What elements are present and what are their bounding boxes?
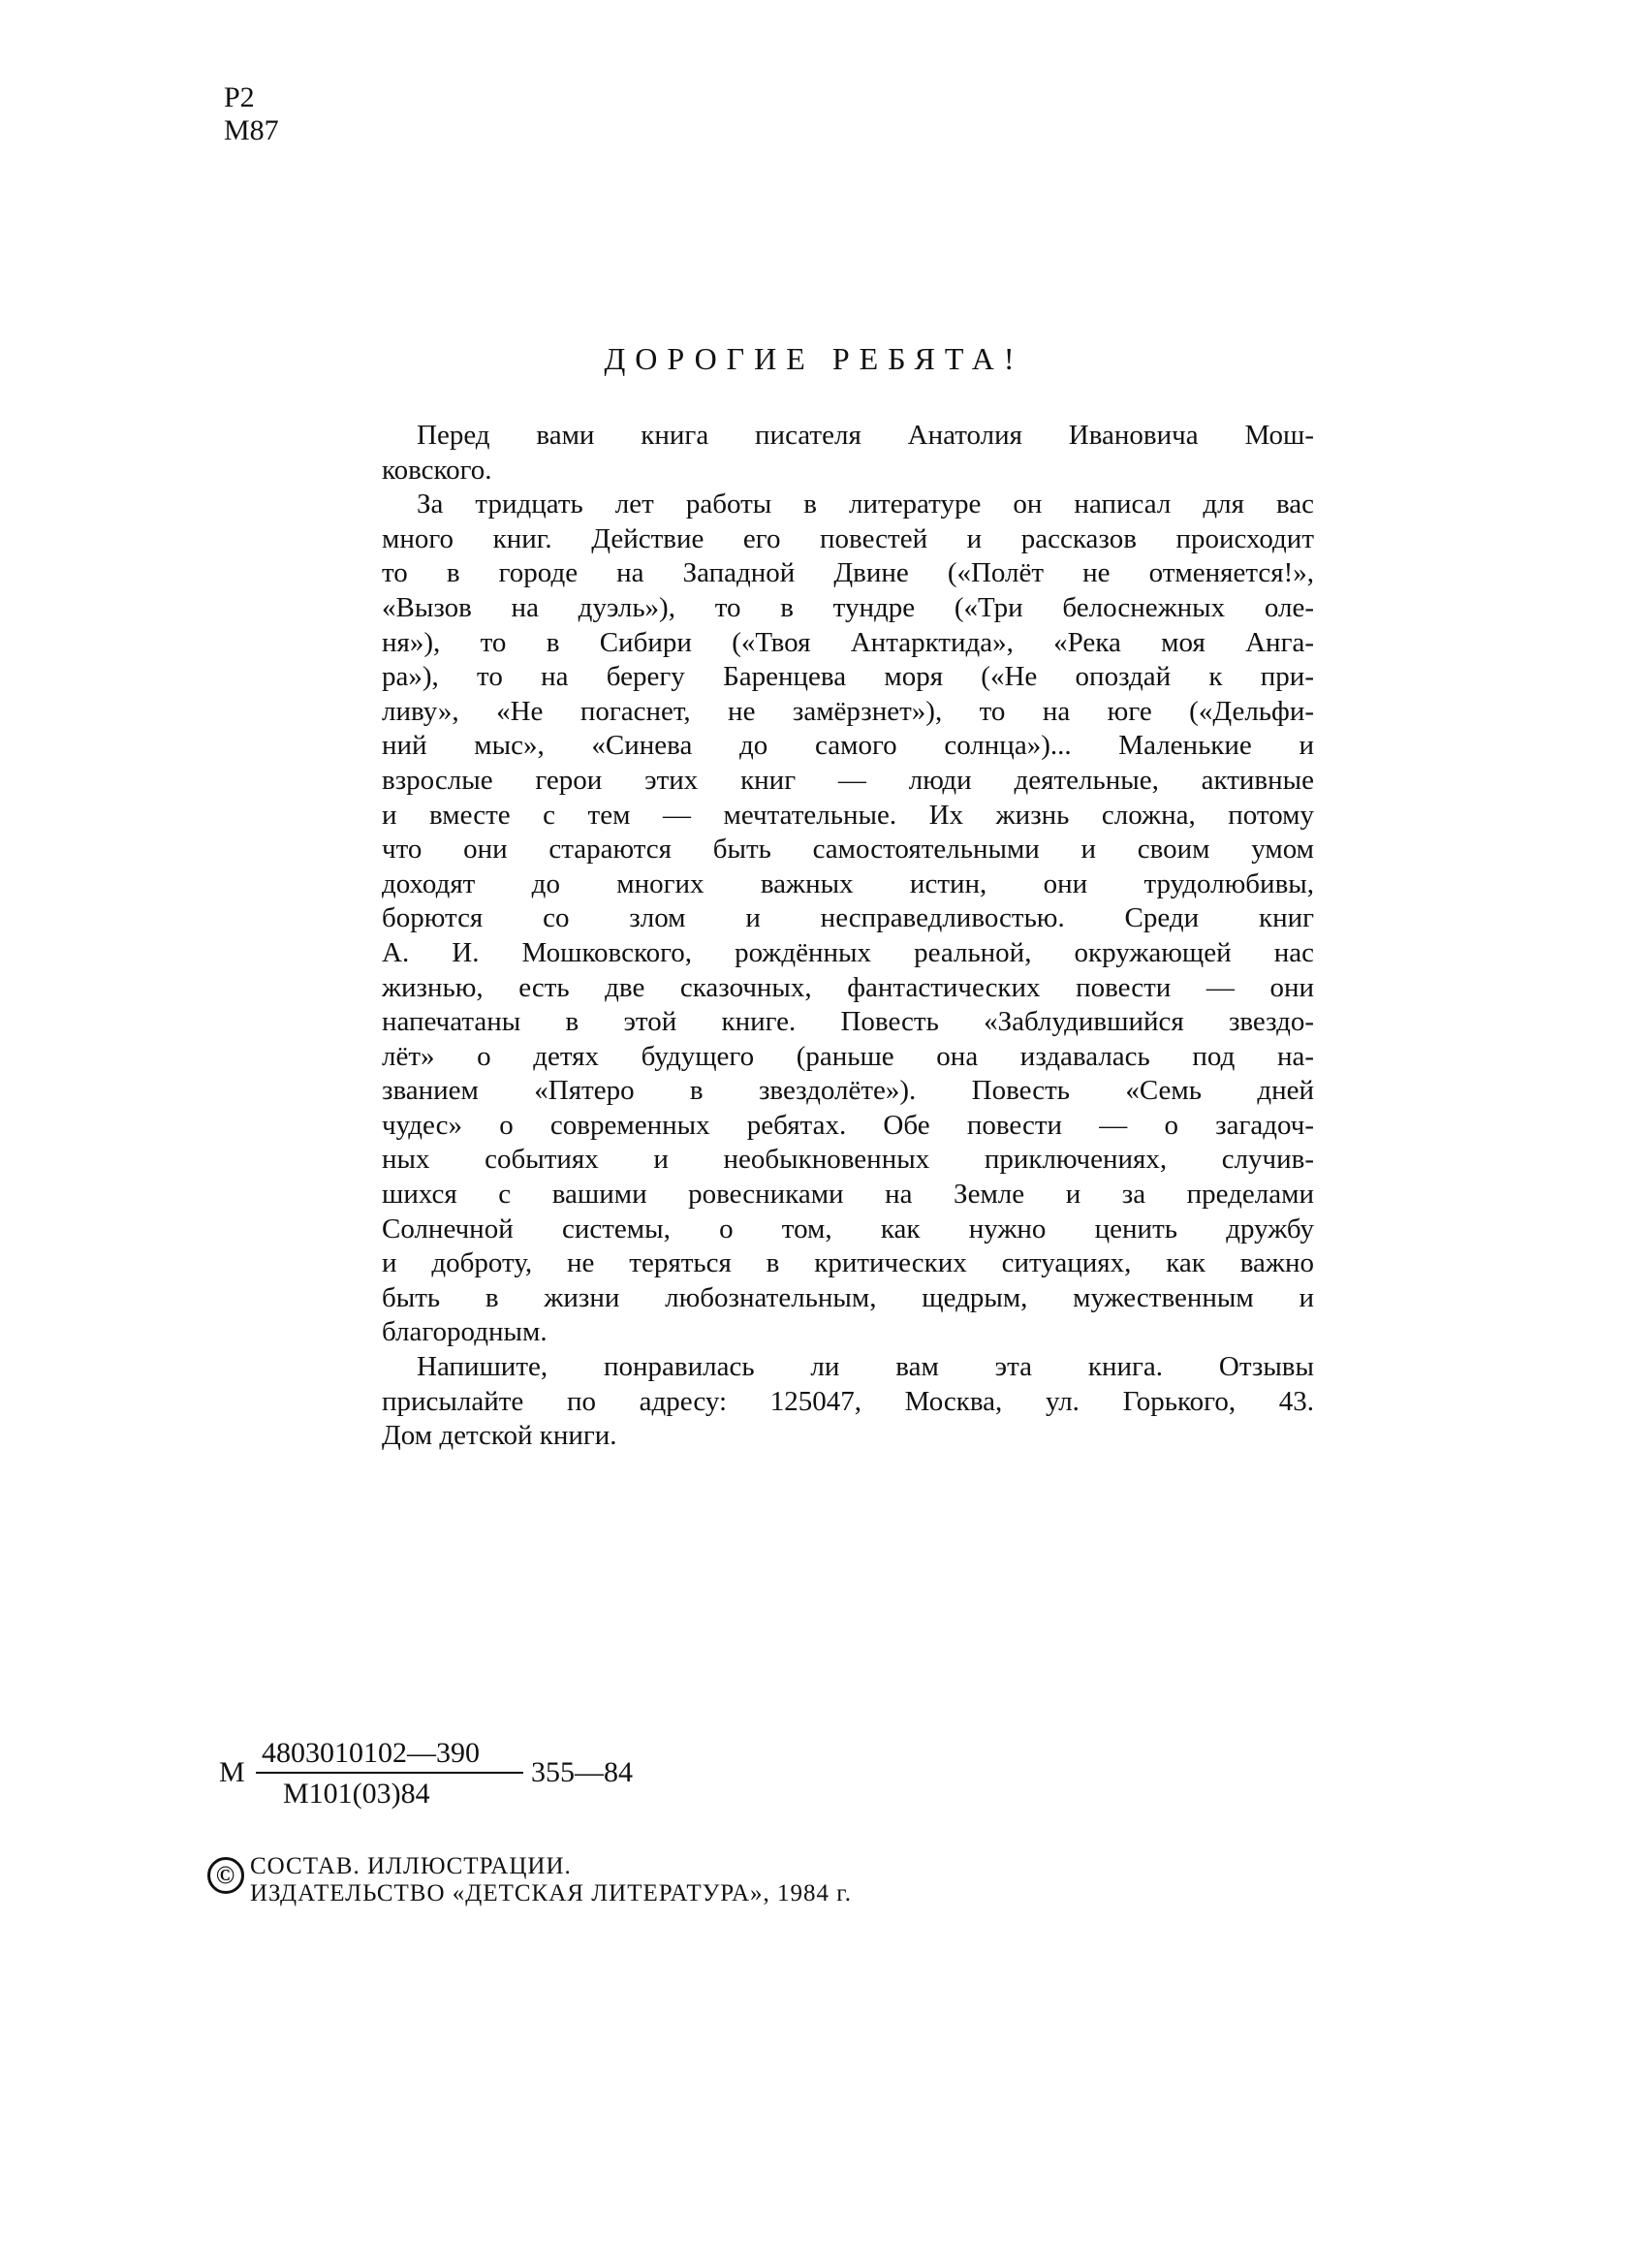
text-line: ний мыс», «Синева до самого солнца»)... Маленькие и (382, 730, 1314, 762)
text-line: благородным. (382, 1316, 548, 1348)
text-line: шихся с вашими ровесниками на Земле и за пределами (382, 1179, 1314, 1211)
text-line: «Вызов на дуэль»), то в тундре («Три белоснежных оле- (382, 591, 1314, 623)
text-line: что они стараются быть самостоятельными и своим умом (382, 834, 1314, 866)
text-line: и вместе с тем — мечтательные. Их жизнь сложна, потому (382, 799, 1314, 831)
text-line: борются со злом и несправедливостью. Среди книг (382, 902, 1314, 934)
page-heading: ДОРОГИЕ РЕБЯТА! (604, 341, 1024, 376)
text-line: ковского. (382, 454, 492, 486)
text-line: ня»), то в Сибири («Твоя Антарктида», «Река моя Анга- (382, 626, 1314, 658)
text-line: чудес» о современных ребятах. Обе повести — о загадоч- (382, 1109, 1314, 1141)
text-line: званием «Пятеро в звездолёте»). Повесть «Семь дней (382, 1075, 1314, 1107)
text-line: и доброту, не теряться в критических ситуациях, как важно (382, 1247, 1314, 1279)
bbk-line-2: М87 (224, 114, 279, 146)
text-line: ливу», «Не погаснет, не замёрзнет»), то на юге («Дельфи- (382, 695, 1314, 727)
preface-text (382, 419, 1314, 1454)
bbk-line-1: Р2 (224, 81, 255, 113)
text-line: присылайте по адресу: 125047, Москва, ул. Горького, 43. (382, 1385, 1314, 1417)
text-line: доходят до многих важных истин, они трудолюбивы, (382, 867, 1314, 899)
text-line: ных событиях и необыкновенных приключениях, случив- (382, 1144, 1314, 1176)
text-line: А. И. Мошковского, рождённых реальной, окружающей нас (382, 936, 1314, 968)
text-line: напечатаны в этой книге. Повесть «Заблудившийся звездо- (382, 1006, 1314, 1038)
text-line: то в городе на Западной Двине («Полёт не отменяется!», (382, 557, 1314, 589)
text-line: ра»), то на берегу Баренцева моря («Не опоздай к при- (382, 661, 1314, 693)
copyright-icon: © (207, 1857, 244, 1894)
text-line: Дом детской книги. (382, 1420, 617, 1452)
text-line: Напишите, понравилась ли вам эта книга. Отзывы (417, 1351, 1314, 1383)
code-denominator: М101(03)84 (283, 1778, 430, 1810)
code-numerator: 4803010102—390 (262, 1737, 480, 1769)
text-line: взрослые герои этих книг — люди деятельные, активные (382, 764, 1314, 796)
text-line: Солнечной системы, о том, как нужно ценить дружбу (382, 1213, 1314, 1244)
code-prefix: М (219, 1756, 245, 1788)
text-line: быть в жизни любознательным, щедрым, мужественным и (382, 1281, 1314, 1313)
copyright-line-1: СОСТАВ. ИЛЛЮСТРАЦИИ. (250, 1853, 572, 1879)
text-line: Перед вами книга писателя Анатолия Ивановича Мош- (417, 420, 1314, 451)
text-line: За тридцать лет работы в литературе он написал для вас (417, 488, 1314, 520)
text-line: много книг. Действие его повестей и рассказов происходит (382, 522, 1314, 554)
text-line: жизнью, есть две сказочных, фантастических повести — они (382, 971, 1314, 1003)
fraction-bar (256, 1772, 523, 1774)
code-fraction (256, 1737, 523, 1811)
code-suffix: 355—84 (531, 1756, 633, 1788)
bbk-index (224, 81, 279, 147)
copyright-line-2: ИЗДАТЕЛЬСТВО «ДЕТСКАЯ ЛИТЕРАТУРА», 1984 г. (250, 1880, 852, 1906)
text-line: лёт» о детях будущего (раньше она издавалась под на- (382, 1040, 1314, 1072)
